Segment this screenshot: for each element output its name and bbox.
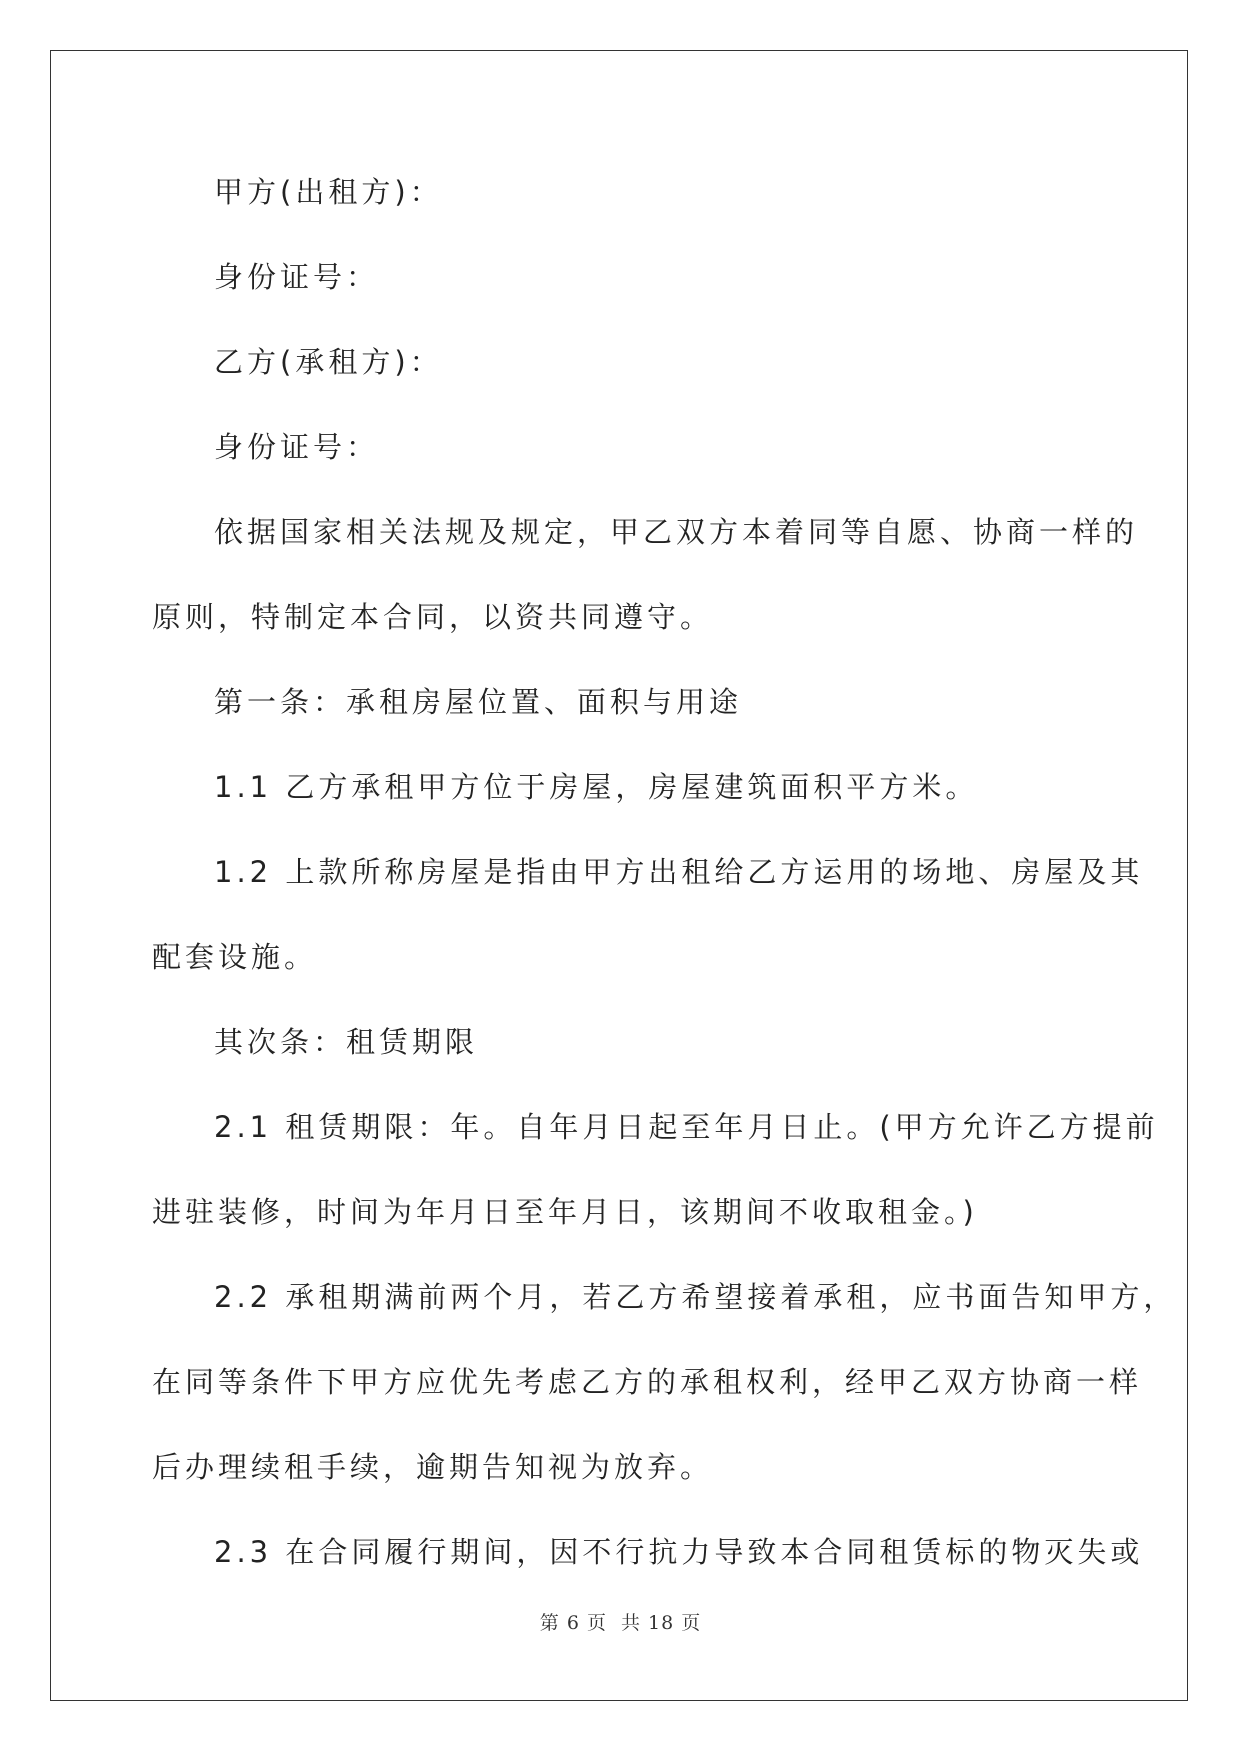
party-b-id-line: 身份证号： — [214, 430, 380, 464]
party-b-line: 乙方(承租方)： — [214, 345, 443, 379]
clause-1-2-line-1: 1.2 上款所称房屋是指由甲方出租给乙方运用的场地、房屋及其 — [214, 855, 1144, 889]
party-a-line: 甲方(出租方)： — [214, 175, 443, 209]
article-1-heading: 第一条：承租房屋位置、面积与用途 — [214, 685, 743, 719]
clause-2-2-line-2: 在同等条件下甲方应优先考虑乙方的承租权利，经甲乙双方协商一样 — [152, 1365, 1143, 1399]
page-footer — [0, 1608, 1241, 1635]
article-2-heading: 其次条：租赁期限 — [214, 1025, 479, 1059]
clause-2-1-line-1: 2.1 租赁期限：年。自年月日起至年月日止。(甲方允许乙方提前 — [214, 1110, 1159, 1144]
preamble-line-1: 依据国家相关法规及规定，甲乙双方本着同等自愿、协商一样的 — [214, 515, 1139, 549]
clause-2-2-line-3: 后办理续租手续，逾期告知视为放弃。 — [152, 1450, 714, 1484]
party-a-id-line: 身份证号： — [214, 260, 380, 294]
clause-2-2-line-1: 2.2 承租期满前两个月，若乙方希望接着承租，应书面告知甲方， — [214, 1280, 1177, 1314]
clause-2-1-line-2: 进驻装修，时间为年月日至年月日，该期间不收取租金。) — [152, 1195, 978, 1229]
clause-1-1: 1.1 乙方承租甲方位于房屋，房屋建筑面积平方米。 — [214, 770, 979, 804]
clause-2-3-line-1: 2.3 在合同履行期间，因不行抗力导致本合同租赁标的物灭失或 — [214, 1535, 1144, 1569]
preamble-line-2: 原则，特制定本合同，以资共同遵守。 — [152, 600, 714, 634]
page-total: 共 18 页 — [620, 1612, 702, 1634]
page-number: 第 6 页 — [539, 1612, 607, 1634]
clause-1-2-line-2: 配套设施。 — [152, 940, 318, 974]
